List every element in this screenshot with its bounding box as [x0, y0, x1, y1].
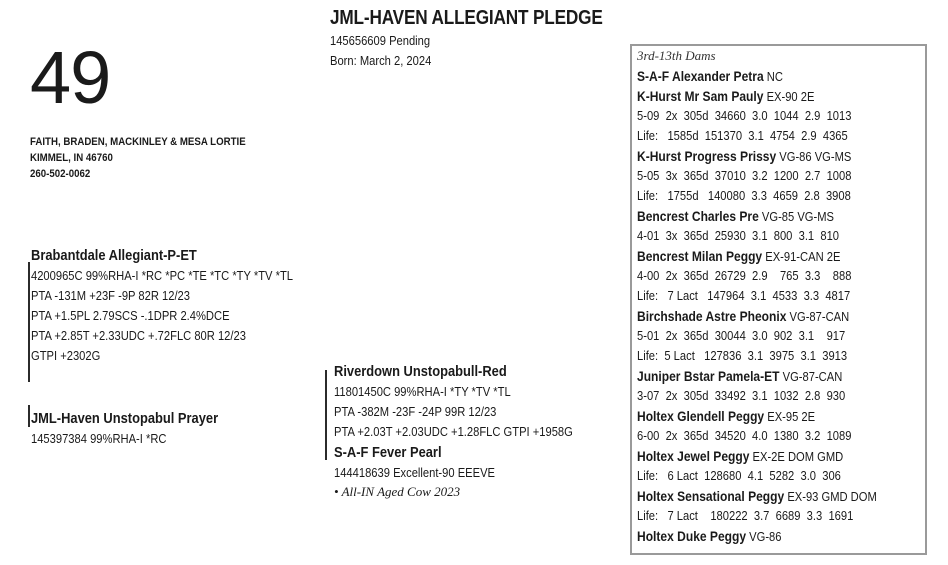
sire-name: Brabantdale Allegiant-P-ET — [31, 247, 197, 264]
dam-detail: EX-2E DOM GMD — [749, 449, 844, 464]
granddam-line: 144418639 Excellent-90 EEEVE — [334, 465, 495, 480]
birth-date: Born: March 2, 2024 — [330, 53, 432, 68]
dam-detail: EX-95 2E — [764, 409, 816, 424]
dam-detail: Life: 7 Lact 180222 3.7 6689 3.3 1691 — [637, 508, 854, 523]
dam-ancestor-name: Holtex Glendell Peggy — [637, 408, 765, 424]
dam-detail: EX-90 2E — [763, 89, 815, 104]
dam-detail: VG-87-CAN — [779, 369, 843, 384]
dam-record-line — [637, 166, 927, 186]
dam-detail: VG-87-CAN — [786, 309, 850, 324]
sire-line: PTA +1.5PL 2.79SCS -.1DPR 2.4%DCE — [31, 308, 230, 323]
dam-record-line — [637, 326, 927, 346]
lot-number: 49 — [30, 36, 111, 119]
mgs-block — [334, 362, 612, 442]
dam-record-line — [637, 186, 927, 206]
dam-ancestor-name: K-Hurst Progress Prissy — [637, 148, 777, 164]
dam-ancestor-name: Bencrest Milan Peggy — [637, 248, 763, 264]
dam-detail: VG-86 — [746, 529, 782, 544]
dams-box-lines — [637, 66, 927, 546]
dam-record-line — [637, 226, 927, 246]
dam-name: JML-Haven Unstopabul Prayer — [31, 410, 219, 427]
mgs-line: 11801450C 99%RHA-I *TY *TV *TL — [334, 384, 511, 399]
dam-name-line — [637, 526, 927, 546]
dam-record-line — [637, 286, 927, 306]
dam-detail: Life: 7 Lact 147964 3.1 4533 3.3 4817 — [637, 288, 851, 303]
consignor-location: KIMMEL, IN 46760 — [30, 152, 113, 164]
mgs-line: PTA +2.03T +2.03UDC +1.28FLC GTPI +1958G — [334, 424, 573, 439]
dam-name-line — [637, 486, 927, 506]
consignor-names: FAITH, BRADEN, MACKINLEY & MESA LORTIE — [30, 136, 246, 148]
granddam-name: S-A-F Fever Pearl — [334, 444, 442, 461]
dam-ancestor-name: Bencrest Charles Pre — [637, 208, 759, 224]
dam-record-line — [637, 506, 927, 526]
dam-ancestor-name: Juniper Bstar Pamela-ET — [637, 368, 780, 384]
dam-name-line — [637, 206, 927, 226]
consignor-block — [30, 134, 246, 182]
granddam-award: • All-IN Aged Cow 2023 — [334, 484, 461, 499]
dam-detail: 6-00 2x 365d 34520 4.0 1380 3.2 1089 — [637, 428, 852, 443]
dam-detail: Life: 1585d 151370 3.1 4754 2.9 4365 — [637, 128, 848, 143]
mgs-line: PTA -382M -23F -24P 99R 12/23 — [334, 404, 497, 419]
dam-name-line — [637, 246, 927, 266]
consignor-phone: 260-502-0062 — [30, 168, 91, 180]
dam-record-line — [637, 386, 927, 406]
sire-block — [31, 246, 336, 366]
dam-detail: EX-91-CAN 2E — [762, 249, 841, 264]
dam-detail: 4-01 3x 365d 25930 3.1 800 3.1 810 — [637, 228, 840, 243]
pedigree-bracket-mgs — [325, 370, 327, 460]
dam-detail: EX-93 GMD DOM — [784, 489, 877, 504]
dam-name-line — [637, 66, 927, 86]
dams-box — [630, 44, 927, 555]
dam-record-line — [637, 426, 927, 446]
dam-detail: VG-86 VG-MS — [776, 149, 852, 164]
dam-ancestor-name: S-A-F Alexander Petra — [637, 68, 764, 84]
dam-record-line — [637, 266, 927, 286]
pedigree-bracket-sire — [28, 262, 30, 382]
dam-record-line — [637, 126, 927, 146]
dam-detail: Life: 5 Lact 127836 3.1 3975 3.1 3913 — [637, 348, 848, 363]
sire-line: 4200965C 99%RHA-I *RC *PC *TE *TC *TY *TV *TL — [31, 268, 294, 283]
dam-detail: 5-09 2x 305d 34660 3.0 1044 2.9 1013 — [637, 108, 852, 123]
dam-name-line — [637, 306, 927, 326]
dam-record-line — [637, 346, 927, 366]
dam-record-line — [637, 106, 927, 126]
dam-name-line — [637, 406, 927, 426]
dam-detail: Life: 6 Lact 128680 4.1 5282 3.0 306 — [637, 468, 841, 483]
dam-ancestor-name: Holtex Duke Peggy — [637, 528, 747, 544]
dam-name-line — [637, 446, 927, 466]
sire-line: PTA +2.85T +2.33UDC +.72FLC 80R 12/23 — [31, 328, 246, 343]
dam-detail: Life: 1755d 140080 3.3 4659 2.8 3908 — [637, 188, 851, 203]
animal-title: JML-HAVEN ALLEGIANT PLEDGE — [330, 7, 603, 29]
dams-box-header: 3rd-13th Dams — [637, 48, 716, 63]
dam-name-line — [637, 146, 927, 166]
dam-name-line — [637, 366, 927, 386]
registration-line: 145656609 Pending — [330, 33, 431, 48]
sire-line: GTPI +2302G — [31, 348, 101, 363]
dam-detail: 5-05 3x 365d 37010 3.2 1200 2.7 1008 — [637, 168, 852, 183]
pedigree-bracket-dam — [28, 405, 30, 427]
dam-detail: 3-07 2x 305d 33492 3.1 1032 2.8 930 — [637, 388, 846, 403]
dam-ancestor-name: Birchshade Astre Pheonix — [637, 308, 787, 324]
dam-ancestor-name: K-Hurst Mr Sam Pauly — [637, 88, 764, 104]
dam-record-line — [637, 466, 927, 486]
dam-line: 145397384 99%RHA-I *RC — [31, 431, 167, 446]
dam-detail: VG-85 VG-MS — [758, 209, 834, 224]
granddam-block — [334, 443, 521, 501]
dam-detail: 5-01 2x 365d 30044 3.0 902 3.1 917 — [637, 328, 846, 343]
mgs-name: Riverdown Unstopabull-Red — [334, 363, 507, 380]
dam-ancestor-name: Holtex Jewel Peggy — [637, 448, 750, 464]
dam-detail: 4-00 2x 365d 26729 2.9 765 3.3 888 — [637, 268, 852, 283]
sire-line: PTA -131M +23F -9P 82R 12/23 — [31, 288, 191, 303]
dam-ancestor-name: Holtex Sensational Peggy — [637, 488, 785, 504]
dam-block — [31, 409, 249, 449]
dam-detail: NC — [763, 69, 783, 84]
dam-name-line — [637, 86, 927, 106]
